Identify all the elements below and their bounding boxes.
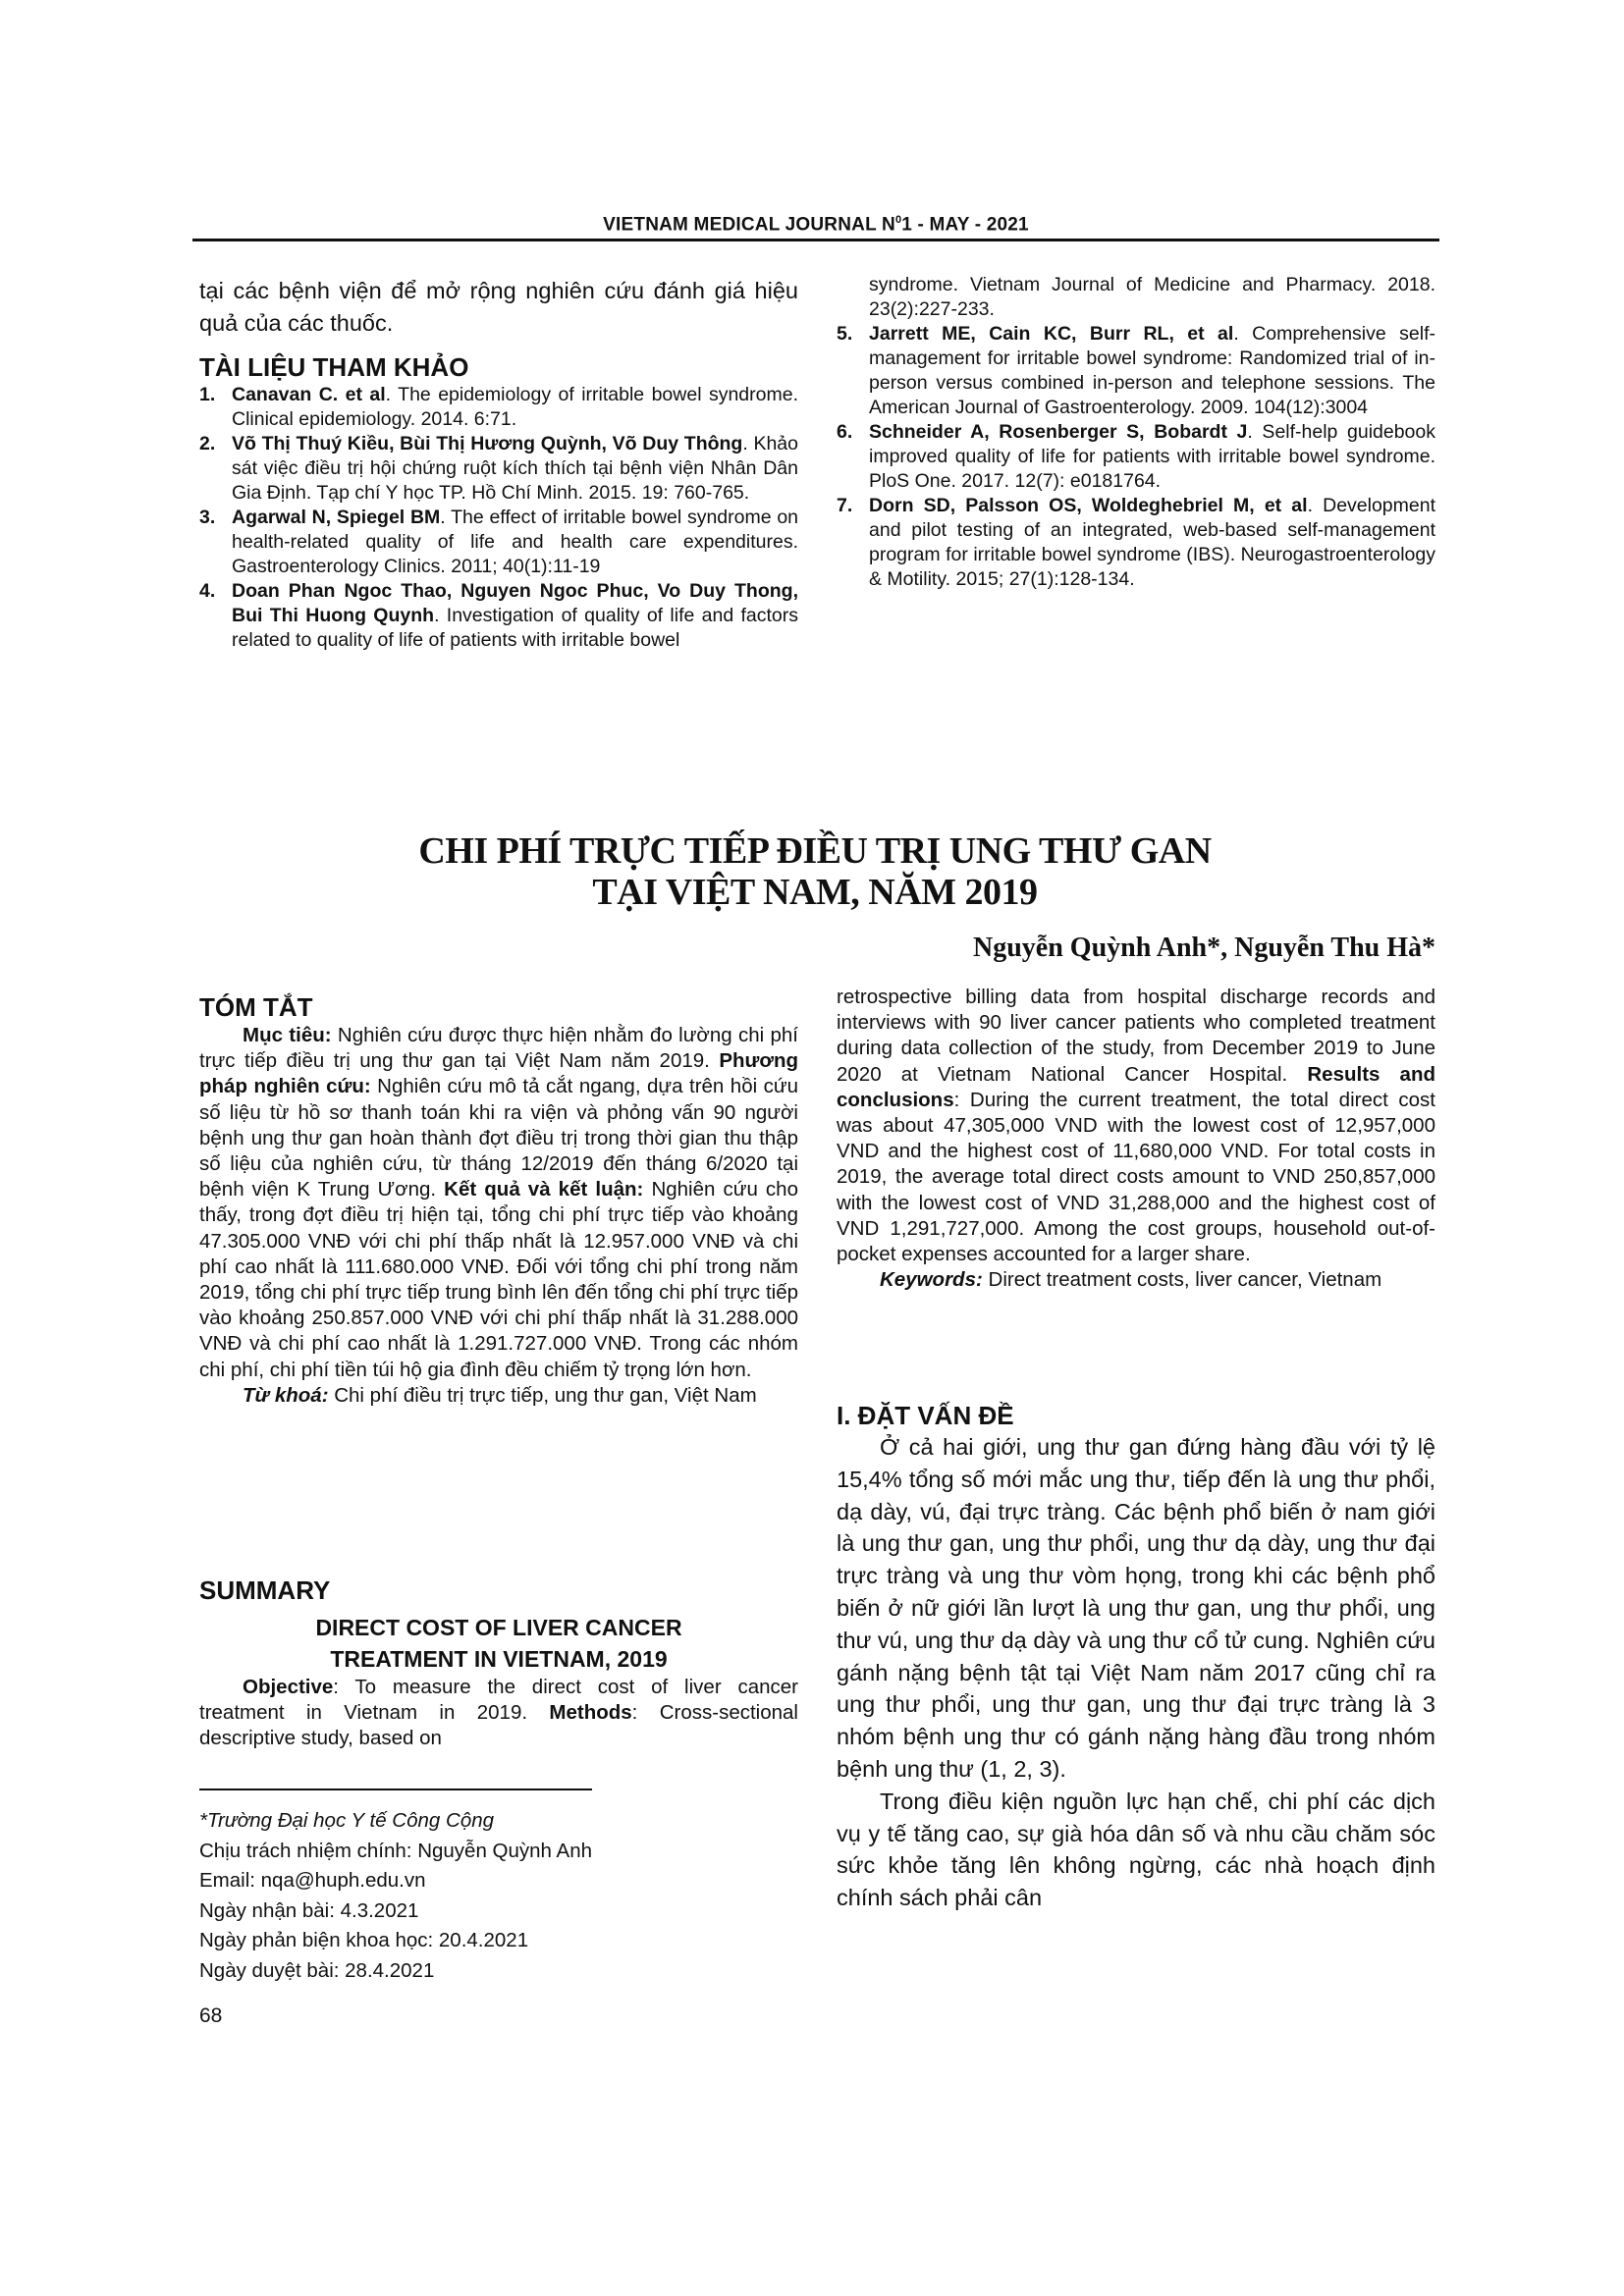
author-email: Email: nqa@huph.edu.vn	[199, 1869, 426, 1892]
summary-body-continued: retrospective billing data from hospital discharge records and interviews with 90 liver cancer patients who completed treatment during data collection of the study, from December 2019 to June 2020 at Vietnam National Cancer Hospital. Results and conclusions: During the current treatment, the total direct cost was about 47,305,000 VND with the lowest cost of 12,957,000 VND and the highest cost of 11,680,000 VND. For total costs in 2019, the average total direct costs amount to VND 250,857,000 with the lowest cost of VND 31,288,000 and the highest cost of VND 1,291,727,000. Among the cost groups, household out-of-pocket expenses accounted for a larger share.	[837, 986, 1436, 1266]
footnote-rule	[199, 1789, 592, 1790]
page-number: 68	[199, 2004, 223, 2027]
references-heading: TÀI LIỆU THAM KHẢO	[199, 351, 469, 382]
reference-item: 4. Doan Phan Ngoc Thao, Nguyen Ngoc Phuc, Vo Duy Thong, Bui Thi Huong Quynh. Investigation of quality of life and factors related to quality of life of patients with irritable bowel	[199, 579, 798, 651]
reference-item: 2. Võ Thị Thuý Kiều, Bùi Thị Hương Quỳnh, Võ Duy Thông. Khảo sát việc điều trị hội chứng ruột kích thích tại bệnh viện Nhân Dân Gia Định. Tạp chí Y học TP. Hồ Chí Minh. 2015. 19: 760-765.	[199, 432, 798, 504]
reference-list	[199, 383, 798, 653]
vietnamese-abstract	[199, 991, 798, 1409]
english-summary	[199, 1575, 798, 1752]
reference-list-continued	[837, 273, 1435, 592]
introduction-heading: I. ĐẶT VẤN ĐỀ	[837, 1401, 1014, 1430]
abstract-heading: TÓM TẮT	[199, 992, 313, 1022]
footnote: *Trường Đại học Y tế Công Cộng Chịu trách nhiệm chính: Nguyễn Quỳnh Anh Email: nqa@huph.edu.vn Ngày nhận bài: 4.3.2021 Ngày phản biện khoa học: 20.4.2021 Ngày duyệt bài: 28.4.2021	[199, 1809, 592, 1982]
summary-body: Objective: To measure the direct cost of liver cancer treatment in Vietnam in 2019. Methods: Cross-sectional descriptive study, based on	[199, 1676, 798, 1750]
reference-item: 6. Schneider A, Rosenberger S, Bobardt J. Self-help guidebook improved quality of life for patients with irritable bowel syndrome. PloS One. 2017. 12(7): e0181764.	[837, 421, 1435, 492]
header-rule	[192, 239, 1439, 241]
abstract-body: Mục tiêu: Nghiên cứu được thực hiện nhằm đo lường chi phí trực tiếp điều trị ung thư gan tại Việt Nam năm 2019. Phương pháp nghiên cứu: Nghiên cứu mô tả cắt ngang, dựa trên hồi cứu số liệu từ hồ sơ thanh toán khi ra viện và phỏng vấn 90 người bệnh ung thư gan hoàn thành đợt điều trị trong thời gian thu thập số liệu của nghiên cứu, từ tháng 12/2019 đến tháng 6/2020 tại bệnh viện K Trung Ương. Kết quả và kết luận: Nghiên cứu cho thấy, trong đợt điều trị hiện tại, tổng chi phí trực tiếp vào khoảng 47.305.000 VNĐ với chi phí thấp nhất là 12.957.000 VNĐ và chi phí cao nhất là 111.680.000 VNĐ. Đối với tổng chi phí trong năm 2019, tổng chi phí trực tiếp trung bình lên đến tổng chi phí trực tiếp vào khoảng 250.857.000 VNĐ với chi phí thấp nhất là 31.288.000 VNĐ và chi phí cao nhất là 1.291.727.000 VNĐ. Trong các nhóm chi phí, chi phí tiền túi hộ gia đình đều chiếm tỷ trọng lớn hơn.	[199, 1024, 799, 1381]
conclusion-tail: tại các bệnh viện để mở rộng nghiên cứu đánh giá hiệu quả của các thuốc.	[199, 278, 798, 336]
summary-title: DIRECT COST OF LIVER CANCER TREATMENT IN VIETNAM, 2019	[315, 1615, 682, 1672]
introduction-paragraph: Trong điều kiện nguồn lực hạn chế, chi phí các dịch vụ y tế tăng cao, sự già hóa dân số và nhu cầu chăm sóc sức khỏe tăng lên không ngừng, các nhà hoạch định chính sách phải cân	[837, 1788, 1435, 1911]
abstract-keywords: Từ khoá: Chi phí điều trị trực tiếp, ung thư gan, Việt Nam	[243, 1383, 757, 1407]
reference-item: 5. Jarrett ME, Cain KC, Burr RL, et al. Comprehensive self-management for irritable bowel syndrome: Randomized trial of in-person versus combined in-person and telephone sessions. The American Journal of Gastroenterology. 2009. 104(12):3004	[837, 323, 1435, 418]
introduction-paragraph: Ở cả hai giới, ung thư gan đứng hàng đầu với tỷ lệ 15,4% tổng số mới mắc ung thư, tiếp đến là ung thư phổi, dạ dày, vú, đại trực tràng. Các bệnh phổ biến ở nam giới là ung thư gan, ung thư phổi, ung thư dạ dày, ung thư đại trực tràng và ung thư vòm họng, trong khi các bệnh phổ biến ở nữ giới lần lượt là ung thư gan, ung thư phổi, ung thư vú, ung thư dạ dày và ung thư cổ tử cung. Nghiên cứu gánh nặng bệnh tật tại Việt Nam năm 2017 cũng chỉ ra ung thư phổi, ung thư gan, ung thư đại trực tràng là 3 nhóm bệnh ung thư có gánh nặng hàng đầu trong nhóm bệnh ung thư (1, 2, 3).	[837, 1434, 1435, 1782]
reference-item: 1. Canavan C. et al. The epidemiology of irritable bowel syndrome. Clinical epidemiology. 2014. 6:71.	[199, 383, 798, 430]
english-summary-continued	[837, 985, 1435, 1293]
reference-item-continued: syndrome. Vietnam Journal of Medicine and Pharmacy. 2018. 23(2):227-233.	[869, 274, 1435, 320]
summary-keywords: Keywords: Direct treatment costs, liver cancer, Vietnam	[880, 1268, 1382, 1292]
article-title: CHI PHÍ TRỰC TIẾP ĐIỀU TRỊ UNG THƯ GAN TẠI VIỆT NAM, NĂM 2019	[418, 830, 1212, 913]
introduction-section	[837, 1400, 1435, 1914]
running-header: VIETNAM MEDICAL JOURNAL $N^01$ - MAY - 2021	[603, 214, 1029, 236]
article-authors: Nguyễn Quỳnh Anh*, Nguyễn Thu Hà*	[973, 933, 1435, 963]
prev-article-left	[199, 275, 798, 653]
reference-item: 3. Agarwal N, Spiegel BM. The effect of irritable bowel syndrome on health-related quality of life and health care expenditures. Gastroenterology Clinics. 2011; 40(1):11-19	[199, 506, 799, 577]
reference-item: 7. Dorn SD, Palsson OS, Woldeghebriel M, et al. Development and pilot testing of an integrated, web-based self-management program for irritable bowel syndrome (IBS). Neurogastroenterology & Motility. 2015; 27(1):128-134.	[837, 495, 1436, 590]
summary-heading: SUMMARY	[199, 1575, 331, 1605]
